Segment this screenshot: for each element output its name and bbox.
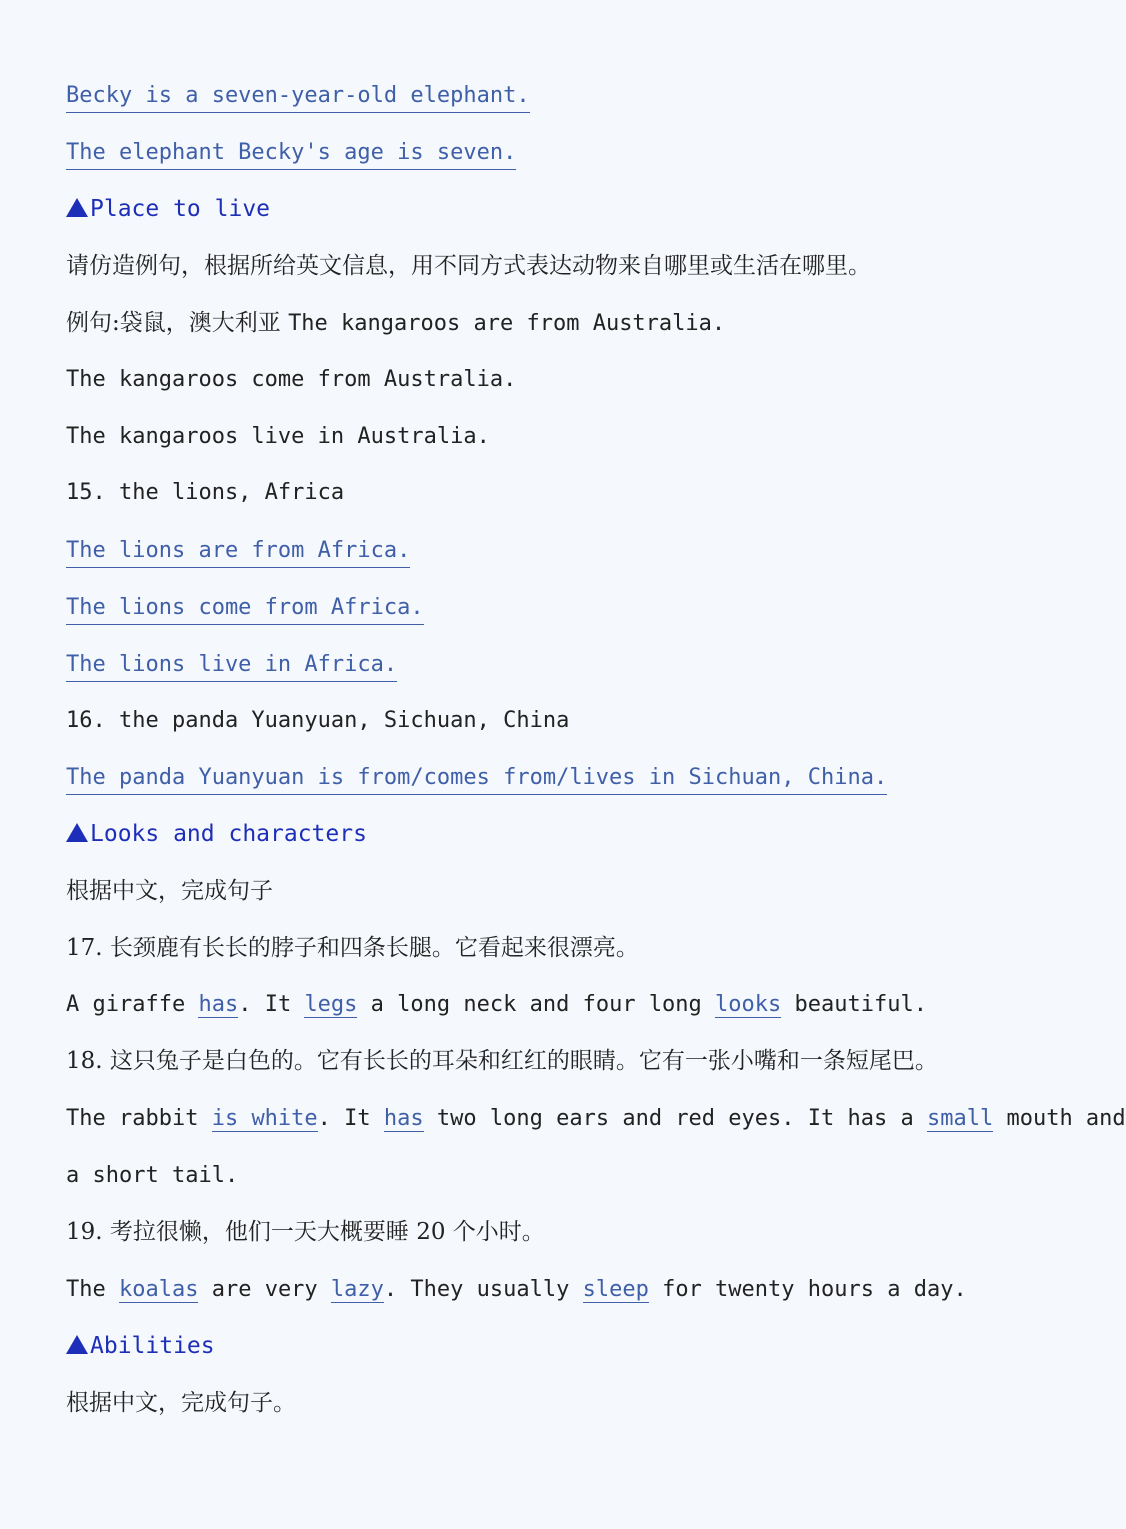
sentence-text: two long ears and red eyes. It has a	[423, 1106, 927, 1131]
question-18: 18. 这只兔子是白色的。它有长长的耳朵和红红的眼睛。它有一张小嘴和一条短尾巴。	[66, 1048, 938, 1074]
answer-line: The panda Yuanyuan is from/comes from/lives in Sichuan, China.	[66, 762, 887, 795]
answer-sentence-18	[66, 1103, 1126, 1135]
instruction-text: 根据中文，完成句子	[66, 878, 273, 904]
sentence-text: . It	[238, 992, 305, 1017]
triangle-bullet-icon	[66, 1335, 88, 1354]
example-line: The kangaroos come from Australia.	[66, 367, 517, 392]
answer-sentence-17	[66, 989, 927, 1021]
answer-line: The lions live in Africa.	[66, 649, 397, 682]
sentence-text: for twenty hours a day.	[648, 1277, 967, 1302]
sentence-text: . It	[317, 1106, 384, 1131]
section-heading-place	[66, 193, 270, 225]
sentence-text: . They usually	[383, 1277, 583, 1302]
sentence-text: The	[66, 1277, 119, 1302]
example-chinese: 例句:袋鼠，澳大利亚	[66, 310, 281, 336]
sentence-text: a long neck and four long	[357, 992, 716, 1017]
sentence-text: The rabbit	[66, 1106, 212, 1131]
fill-blank: sleep	[582, 1277, 649, 1302]
answer-line: The lions come from Africa.	[66, 592, 424, 625]
fill-blank: is white	[211, 1106, 318, 1131]
section-heading-label: Place to live	[90, 196, 271, 222]
fill-blank: has	[198, 992, 239, 1017]
example-line	[66, 307, 725, 340]
instruction-text: 请仿造例句，根据所给英文信息，用不同方式表达动物来自哪里或生活在哪里。	[66, 253, 871, 279]
fill-blank: lazy	[330, 1277, 384, 1302]
section-heading-label: Looks and characters	[90, 821, 367, 847]
question-17: 17. 长颈鹿有长长的脖子和四条长腿。它看起来很漂亮。	[66, 935, 639, 961]
fill-blank: legs	[304, 992, 358, 1017]
fill-blank: looks	[715, 992, 782, 1017]
answer-line: Becky is a seven-year-old elephant.	[66, 80, 530, 113]
fill-blank: has	[383, 1106, 424, 1131]
sentence-text: are very	[198, 1277, 331, 1302]
section-heading-label: Abilities	[90, 1333, 215, 1359]
triangle-bullet-icon	[66, 198, 88, 217]
question-19: 19. 考拉很懒，他们一天大概要睡 20 个小时。	[66, 1219, 545, 1245]
example-line: The kangaroos live in Australia.	[66, 424, 490, 449]
question-15: 15. the lions, Africa	[66, 480, 345, 505]
question-16: 16. the panda Yuanyuan, Sichuan, China	[66, 708, 570, 733]
answer-sentence-19	[66, 1274, 967, 1306]
sentence-text: mouth and	[993, 1106, 1126, 1131]
example-english: The kangaroos are from Australia.	[288, 311, 726, 336]
answer-line: The elephant Becky's age is seven.	[66, 137, 516, 170]
triangle-bullet-icon	[66, 823, 88, 842]
answer-sentence-18-continued: a short tail.	[66, 1163, 239, 1188]
answer-line: The lions are from Africa.	[66, 535, 410, 568]
section-heading-abilities	[66, 1330, 215, 1362]
fill-blank: koalas	[118, 1277, 199, 1302]
sentence-text: A giraffe	[66, 992, 199, 1017]
section-heading-looks	[66, 818, 367, 850]
fill-blank: small	[926, 1106, 994, 1131]
sentence-text: beautiful.	[781, 992, 927, 1017]
instruction-text: 根据中文，完成句子。	[66, 1390, 296, 1416]
